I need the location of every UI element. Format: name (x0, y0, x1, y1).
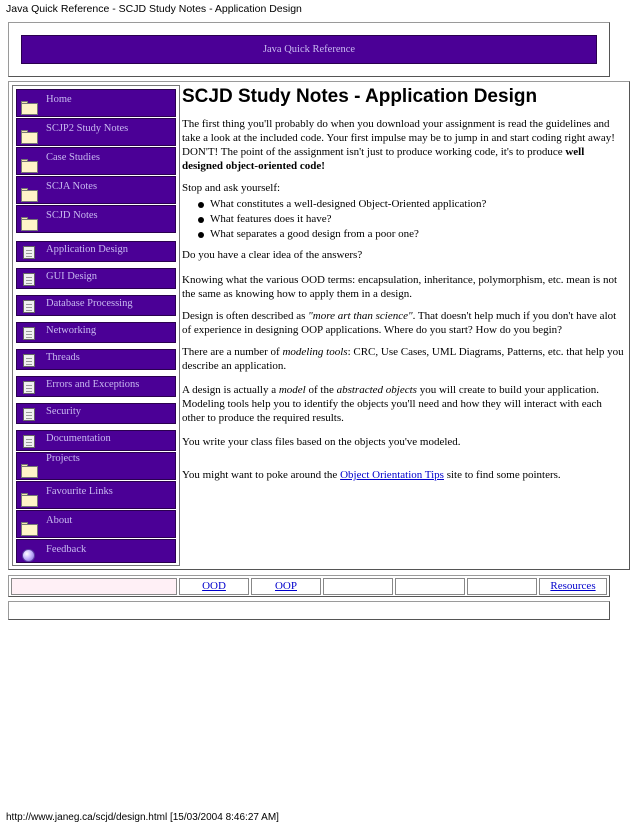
list-item: What separates a good design from a poor one? (210, 227, 627, 242)
sidebar-item-feedback[interactable] (16, 539, 176, 563)
banner-label[interactable]: Java Quick Reference (21, 35, 597, 64)
bottom-nav-cell (395, 578, 465, 595)
sidebar-item-scjp2[interactable] (16, 118, 176, 146)
sidebar-item-label: Feedback (46, 544, 87, 555)
page-icon (23, 381, 35, 394)
sidebar-item-label: Application Design (46, 244, 128, 255)
intro-paragraph: The first thing you'll probably do when you download your assignment is read the guidelines and take a look at the included code. Your first impulse may be to jump in and start coding right away! DON'T! The point of the assignment isn't just to produce working code, it's to produce well designed object-oriented code! (182, 118, 615, 172)
bottom-nav-cell (251, 578, 321, 595)
sidebar-item-projects[interactable] (16, 452, 176, 480)
sidebar-item-label: Favourite Links (46, 486, 113, 497)
page-icon (23, 246, 35, 259)
sidebar-item-label: SCJP2 Study Notes (46, 123, 129, 134)
main-frame (8, 81, 630, 570)
page-icon (23, 408, 35, 421)
resources-link[interactable]: Resources (550, 580, 596, 592)
folder-icon (21, 493, 38, 507)
sidebar-item-case-studies[interactable] (16, 147, 176, 175)
sidebar-item-label: Database Processing (46, 298, 133, 309)
folder-icon (21, 101, 38, 115)
sidebar-item-label: Security (46, 406, 81, 417)
sidebar-item-label: Case Studies (46, 152, 100, 163)
class-files-paragraph: You write your class files based on the objects you've modeled. (182, 436, 461, 448)
object-orientation-tips-link[interactable]: Object Orientation Tips (340, 469, 444, 481)
list-item: What features does it have? (210, 212, 627, 227)
page-title: SCJD Study Notes - Application Design (182, 86, 538, 107)
sidebar-item-documentation[interactable] (16, 430, 176, 451)
page-icon (23, 273, 35, 286)
sidebar-item-label: SCJD Notes (46, 210, 98, 221)
sidebar-item-label: Networking (46, 325, 97, 336)
folder-icon (21, 159, 38, 173)
art-science-paragraph: Design is often described as "more art than science". That doesn't help much if you don't have alot of experience in designing OOP applications. Where do you start? How do you begin? (182, 310, 617, 336)
sidebar-item-security[interactable] (16, 403, 176, 424)
banner-frame (8, 22, 610, 77)
folder-icon (21, 130, 38, 144)
tips-paragraph: You might want to poke around the Object Orientation Tips site to find some pointers. (182, 469, 561, 481)
sidebar-item-scja[interactable] (16, 176, 176, 204)
folder-icon (21, 464, 38, 478)
sidebar-item-threads[interactable] (16, 349, 176, 370)
oop-link[interactable]: OOP (274, 580, 297, 592)
content-area (182, 85, 627, 490)
sidebar-item-home[interactable] (16, 89, 176, 117)
sidebar-item-errors-exceptions[interactable] (16, 376, 176, 397)
folder-icon (21, 522, 38, 536)
bottom-nav-cell (539, 578, 607, 595)
ood-terms-paragraph: Knowing what the various OOD terms: encapsulation, inheritance, polymorphism, etc. mean is not the same as knowing how to apply them in a design. (182, 274, 618, 300)
folder-icon (21, 217, 38, 231)
bottom-nav-cell (179, 578, 249, 595)
sidebar-item-gui-design[interactable] (16, 268, 176, 289)
answers-paragraph: Do you have a clear idea of the answers? (182, 249, 363, 261)
sidebar-item-label: Errors and Exceptions (46, 379, 140, 390)
bottom-nav-cell (323, 578, 393, 595)
list-item: What constitutes a well-designed Object-Oriented application? (210, 197, 627, 212)
sidebar-item-about[interactable] (16, 510, 176, 538)
sidebar (12, 85, 180, 566)
bottom-bar (8, 601, 610, 620)
page-icon (23, 300, 35, 313)
feedback-ball-icon (22, 549, 35, 562)
modeling-tools-paragraph: There are a number of modeling tools: CRC, Use Cases, UML Diagrams, Patterns, etc. that help you describe an application. (182, 346, 624, 372)
sidebar-item-scjd[interactable] (16, 205, 176, 233)
sidebar-item-label: Projects (46, 453, 80, 464)
bottom-nav-spacer (11, 578, 177, 595)
page-icon (23, 435, 35, 448)
folder-icon (21, 188, 38, 202)
sidebar-item-database-processing[interactable] (16, 295, 176, 316)
print-footer: http://www.janeg.ca/scjd/design.html [15/03/2004 8:46:27 AM] (6, 812, 279, 823)
stop-paragraph: Stop and ask yourself: (182, 182, 281, 194)
sidebar-item-label: Documentation (46, 433, 111, 444)
sidebar-item-label: GUI Design (46, 271, 98, 282)
questions-list (182, 197, 627, 242)
page-icon (23, 354, 35, 367)
sidebar-item-label: About (46, 515, 73, 526)
sidebar-item-label: Home (46, 94, 72, 105)
print-header: Java Quick Reference - SCJD Study Notes - Application Design (6, 3, 302, 15)
design-model-paragraph: A design is actually a model of the abstracted objects you will create to build your application. Modeling tools help you to identify the objects you'll need and how they will interact with each other to produce the required results. (182, 384, 602, 424)
bottom-nav (8, 575, 610, 597)
sidebar-item-networking[interactable] (16, 322, 176, 343)
sidebar-item-label: SCJA Notes (46, 181, 98, 192)
sidebar-item-favourite-links[interactable] (16, 481, 176, 509)
sidebar-item-application-design[interactable] (16, 241, 176, 262)
bottom-nav-cell (467, 578, 537, 595)
page-icon (23, 327, 35, 340)
sidebar-item-label: Threads (46, 352, 80, 363)
ood-link[interactable]: OOD (202, 580, 226, 592)
